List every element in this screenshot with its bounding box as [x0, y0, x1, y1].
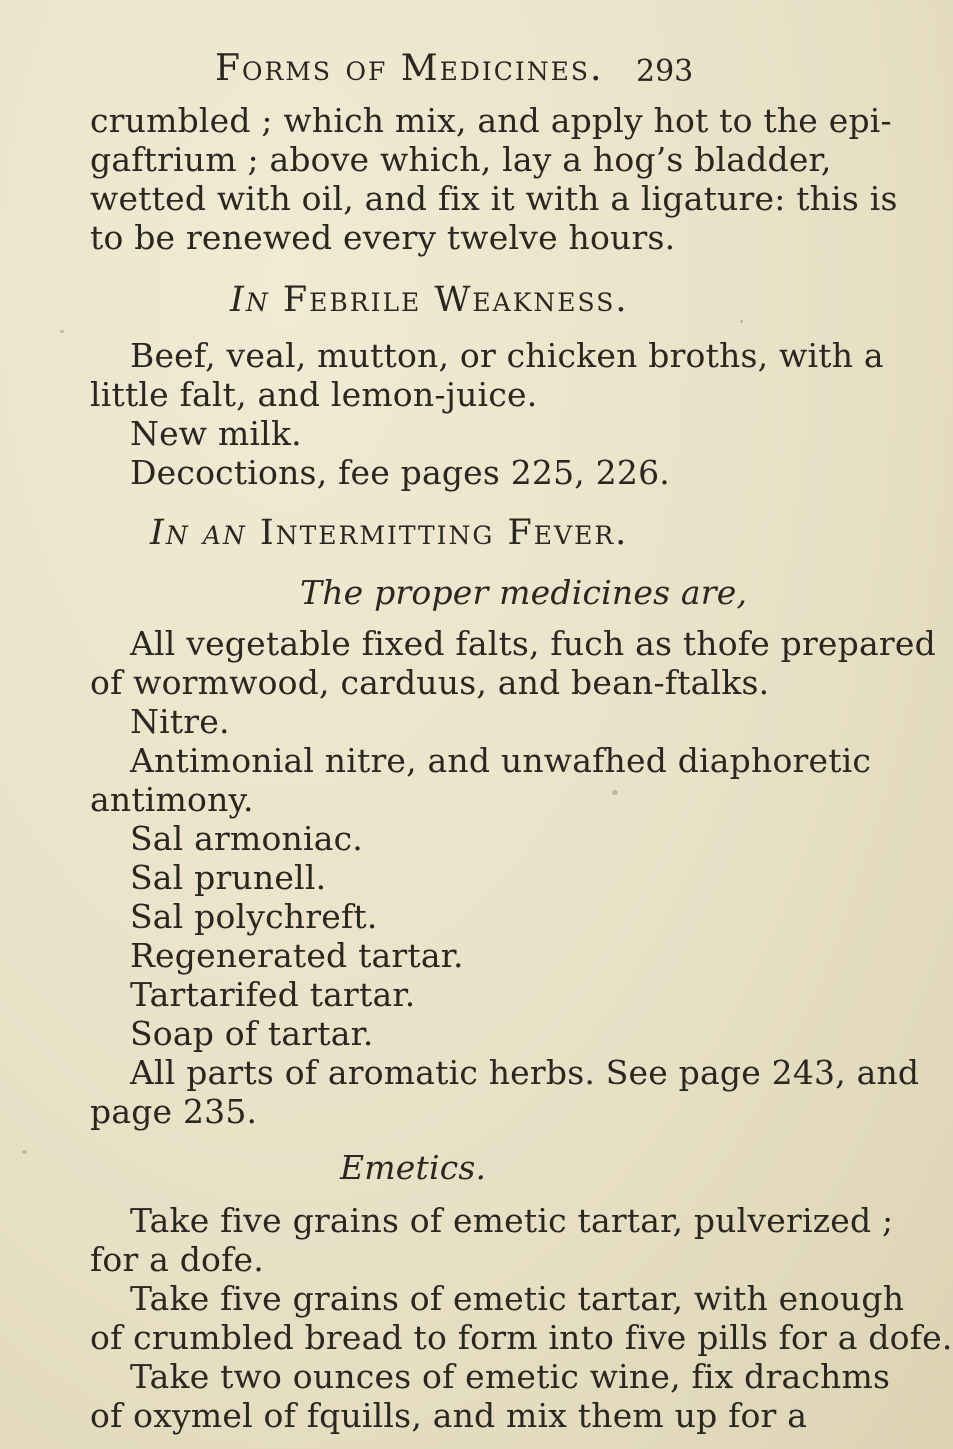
text-line: Take five grains of emetic tartar, with enough — [130, 1279, 905, 1318]
text-line: for a dofe. — [90, 1240, 264, 1279]
text-line: of crumbled bread to form into five pills for a dofe. — [90, 1318, 953, 1357]
page-number: 293 — [636, 54, 694, 89]
section-heading-intermitting-fever — [150, 514, 628, 552]
paper-speck — [612, 790, 618, 795]
text-line: Sal prunell. — [130, 858, 327, 897]
paper-speck — [740, 320, 743, 323]
text-line: Nitre. — [130, 702, 230, 741]
text-line: Tartarifed tartar. — [130, 975, 416, 1014]
text-line: Sal armoniac. — [130, 819, 363, 858]
text-line: wetted with oil, and fix it with a ligature: this is — [90, 179, 898, 218]
text-line: Take two ounces of emetic wine, fix drachms — [130, 1357, 891, 1396]
text-line: to be renewed every twelve hours. — [90, 218, 676, 257]
text-line: New milk. — [130, 414, 302, 453]
text-line: Sal polychreft. — [130, 897, 378, 936]
text-line: Take five grains of emetic tartar, pulverized ; — [130, 1201, 894, 1240]
text-line: gaftrium ; above which, lay a hog’s bladder, — [90, 140, 832, 179]
text-line: Antimonial nitre, and unwafhed diaphoretic — [130, 741, 872, 780]
text-line: All vegetable fixed falts, fuch as thofe prepared — [130, 624, 936, 663]
heading-text: Intermitting Fever. — [259, 513, 629, 553]
text-line: Soap of tartar. — [130, 1014, 374, 1053]
text-line: crumbled ; which mix, and apply hot to the epi- — [90, 101, 892, 140]
heading-text: Febrile Weakness. — [282, 280, 629, 320]
paper-speck — [60, 330, 64, 333]
text-line: Beef, veal, mutton, or chicken broths, with a — [130, 336, 884, 375]
section-heading-febrile-weakness — [230, 281, 628, 319]
text-line: Decoctions, fee pages 225, 226. — [130, 453, 670, 492]
paper-speck — [22, 1150, 27, 1154]
text-line: Regenerated tartar. — [130, 936, 464, 975]
subheading: The proper medicines are, — [300, 573, 748, 612]
heading-prefix: In an — [150, 513, 247, 553]
running-header: Forms of Medicines. — [215, 48, 604, 89]
text-line: of oxymel of fquills, and mix them up for a — [90, 1396, 808, 1435]
text-line: little falt, and lemon-juice. — [90, 375, 538, 414]
text-line: page 235. — [90, 1092, 258, 1131]
section-heading-emetics: Emetics. — [340, 1148, 487, 1187]
text-line: antimony. — [90, 780, 254, 819]
heading-prefix: In — [230, 280, 270, 320]
text-line: of wormwood, carduus, and bean-ftalks. — [90, 663, 770, 702]
text-line: All parts of aromatic herbs. See page 243, and — [130, 1053, 920, 1092]
